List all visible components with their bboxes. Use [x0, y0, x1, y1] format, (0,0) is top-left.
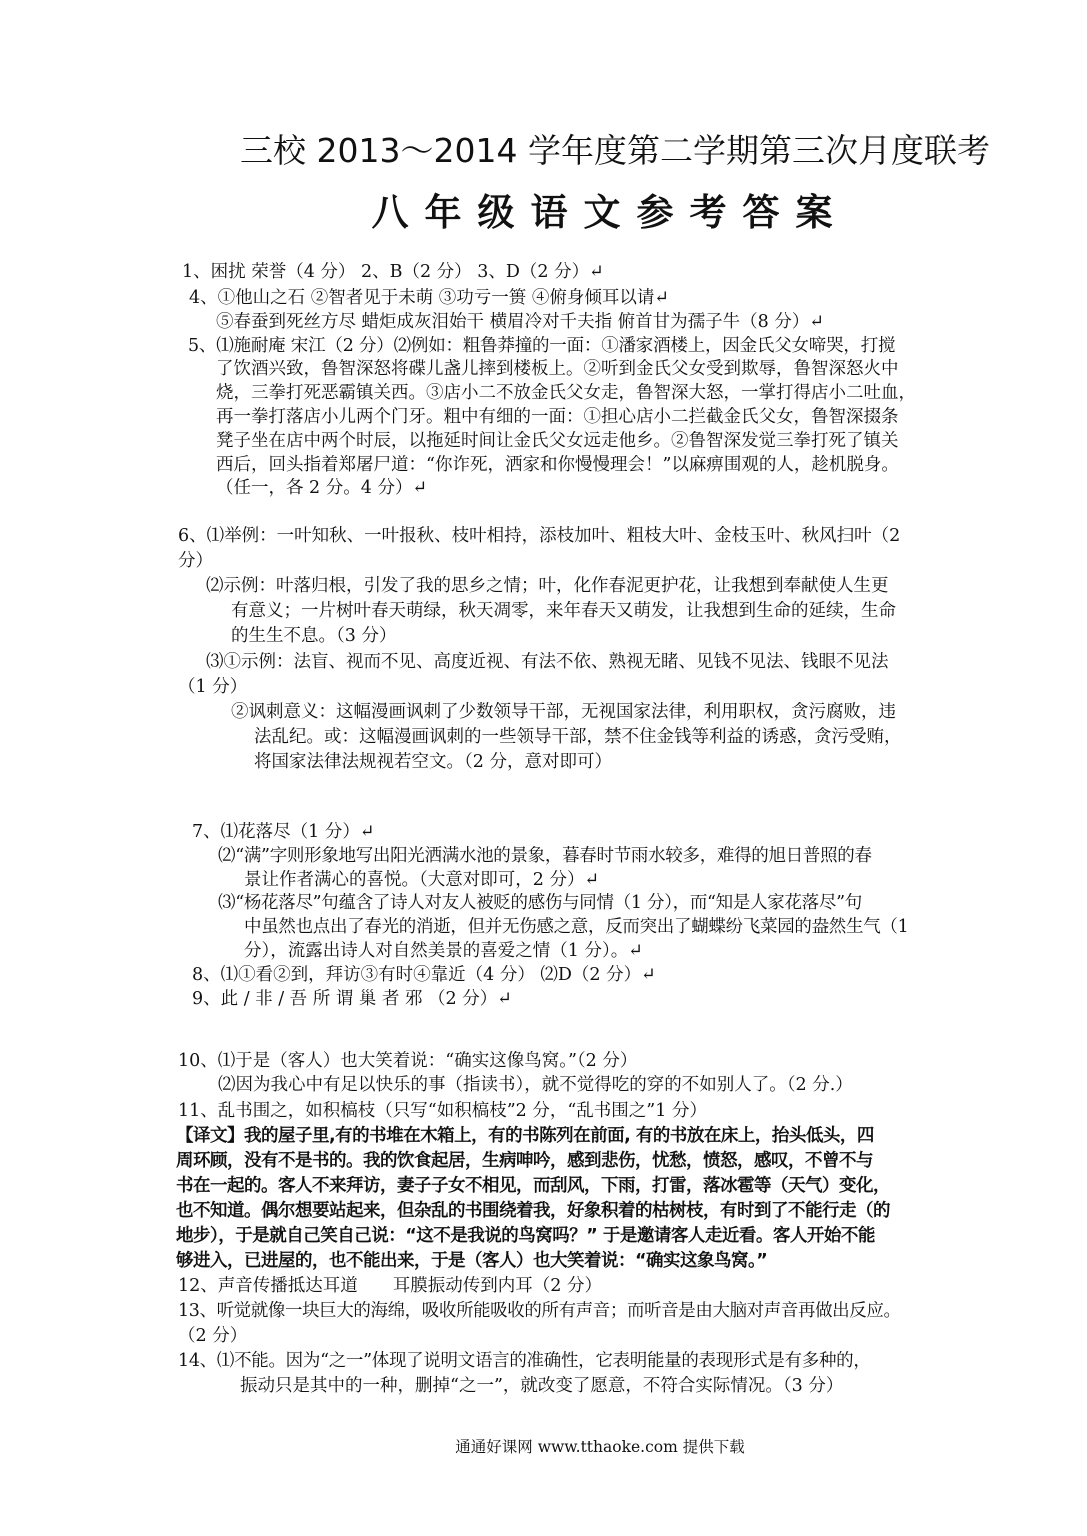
answer-line: 将国家法律法规视若空文。（2 分，意对即可）: [254, 752, 612, 772]
answer-line: 14、⑴不能。因为“之一”体现了说明文语言的准确性，它表明能量的表现形式是有多种的，: [178, 1351, 871, 1371]
answer-line: 12、声音传播抵达耳道 耳膜振动传到内耳（2 分）: [178, 1276, 602, 1296]
answer-line: 8、⑴①看②到，拜访③有时④靠近（4 分） ⑵D（2 分）↵: [192, 965, 656, 985]
answer-line: 1、困扰 荣誉（4 分） 2、B（2 分） 3、D（2 分）↵: [182, 262, 604, 282]
answer-line: 分），流露出诗人对自然美景的喜爱之情（1 分）。↵: [244, 941, 643, 961]
page-title: 八年级语文参考答案: [371, 191, 849, 234]
answer-line: 了饮酒兴致，鲁智深怒将碟儿盏儿摔到楼板上。②听到金氏父女受到欺辱，鲁智深怒火中: [216, 359, 899, 379]
answer-line: 6、⑴举例：一叶知秋、一叶报秋、枝叶相持，添枝加叶、粗枝大叶、金枝玉叶、秋风扫叶（2: [178, 526, 901, 546]
translation-line: 【译文】我的屋子里,有的书堆在木箱上，有的书陈列在前面, 有的书放在床上，抬头低头，四: [176, 1126, 874, 1146]
answer-line: ⑶“杨花落尽”句蕴含了诗人对友人被贬的感伤与同情（1 分），而“知是人家花落尽”句: [218, 893, 862, 913]
answer-line: 5、⑴施耐庵 宋江（2 分）⑵例如：粗鲁莽撞的一面：①潘家酒楼上，因金氏父女啼哭，打搅: [188, 336, 896, 356]
exam-title: 三校 2013～2014 学年度第二学期第三次月度联考: [240, 131, 990, 170]
answer-line: 烧，三拳打死恶霸镇关西。③店小二不放金氏父女走，鲁智深大怒，一掌打得店小二吐血，: [216, 383, 916, 403]
answer-line: 9、此 / 非 / 吾 所 谓 巢 者 邪 （2 分）↵: [192, 989, 512, 1009]
answer-line: （2 分）: [178, 1326, 248, 1346]
translation-line: 书在一起的。客人不来拜访，妻子子女不相见，而刮风，下雨，打雷，落冰雹等（天气）变化，: [176, 1176, 890, 1196]
footer-source: 通通好课网 www.tthaoke.com 提供下载: [455, 1438, 745, 1456]
answer-line: ⑤春蚕到死丝方尽 蜡炬成灰泪始干 横眉冷对千夫指 俯首甘为孺子牛（8 分）↵: [216, 312, 825, 332]
answer-line: 7、⑴花落尽（1 分）↵: [192, 822, 375, 842]
answer-line: 的生生不息。（3 分）: [231, 626, 397, 646]
answer-line: 再一拳打落店小儿两个门牙。粗中有细的一面：①担心店小二拦截金氏父女，鲁智深掇条: [216, 407, 899, 427]
answer-line: 13、听觉就像一块巨大的海绵，吸收所能吸收的所有声音；而听音是由大脑对声音再做出反应。: [178, 1301, 901, 1321]
answer-line: 4、①他山之石 ②智者见于未萌 ③功亏一篑 ④俯身倾耳以请↵: [189, 288, 669, 308]
answer-line: ⑵示例：叶落归根，引发了我的思乡之情；叶，化作春泥更护花，让我想到奉献使人生更: [206, 576, 889, 596]
answer-line: ⑶①示例：法盲、视而不见、高度近视、有法不依、熟视无睹、见钱不见法、钱眼不见法: [206, 652, 889, 672]
answer-line: 凳子坐在店中两个时辰，以拖延时间让金氏父女远走他乡。②鲁智深发觉三拳打死了镇关: [216, 431, 899, 451]
answer-line: 有意义；一片树叶春天萌绿，秋天凋零，来年春天又萌发，让我想到生命的延续，生命: [231, 601, 896, 621]
answer-line: （1 分）: [178, 677, 248, 697]
translation-line: 也不知道。偶尔想要站起来，但杂乱的书围绕着我，好象积着的枯树枝，有时到了不能行走（的: [176, 1201, 890, 1221]
answer-line: 11、乱书围之，如积槁枝（只写“如积槁枝”2 分，“乱书围之”1 分）: [178, 1101, 707, 1121]
translation-line: 周环顾，没有不是书的。我的饮食起居，生病呻吟，感到悲伤，忧愁，愤怒，感叹，不曾不与: [176, 1151, 873, 1171]
answer-line: 景让作者满心的喜悦。（大意对即可，2 分）↵: [244, 870, 600, 890]
answer-line: （任一，各 2 分。4 分）↵: [216, 478, 428, 498]
answer-line: 法乱纪。或：这幅漫画讽刺的一些领导干部，禁不住金钱等利益的诱惑，贪污受贿，: [254, 727, 902, 747]
answer-line: ⑵“满”字则形象地写出阳光洒满水池的景象，暮春时节雨水较多，难得的旭日普照的春: [218, 846, 872, 866]
answer-line: 西后，回头指着郑屠尸道：“你诈死，洒家和你慢慢理会！”以麻痹围观的人，趁机脱身。: [216, 455, 899, 475]
answer-line: 中虽然也点出了春光的消逝，但并无伤感之意，反而突出了蝴蝶纷飞菜园的盎然生气（1: [244, 917, 909, 937]
answer-line: 分）: [178, 551, 213, 571]
translation-line: 地步），于是就自己笑自己说：“这不是我说的鸟窝吗？” 于是邀请客人走近看。客人开始不能: [176, 1226, 875, 1246]
answer-line: 振动只是其中的一种，删掉“之一”，就改变了愿意，不符合实际情况。（3 分）: [240, 1376, 844, 1396]
answer-line: ⑵因为我心中有足以快乐的事（指读书），就不觉得吃的穿的不如别人了。（2 分.）: [218, 1075, 853, 1095]
answer-line: 10、⑴于是（客人）也大笑着说：“确实这像鸟窝。”（2 分）: [178, 1051, 638, 1071]
answer-line: ②讽刺意义：这幅漫画讽刺了少数领导干部，无视国家法律，利用职权，贪污腐败，违: [231, 702, 896, 722]
translation-line: 够进入，已进屋的，也不能出来，于是（客人）也大笑着说：“确实这象鸟窝。”: [176, 1251, 768, 1271]
